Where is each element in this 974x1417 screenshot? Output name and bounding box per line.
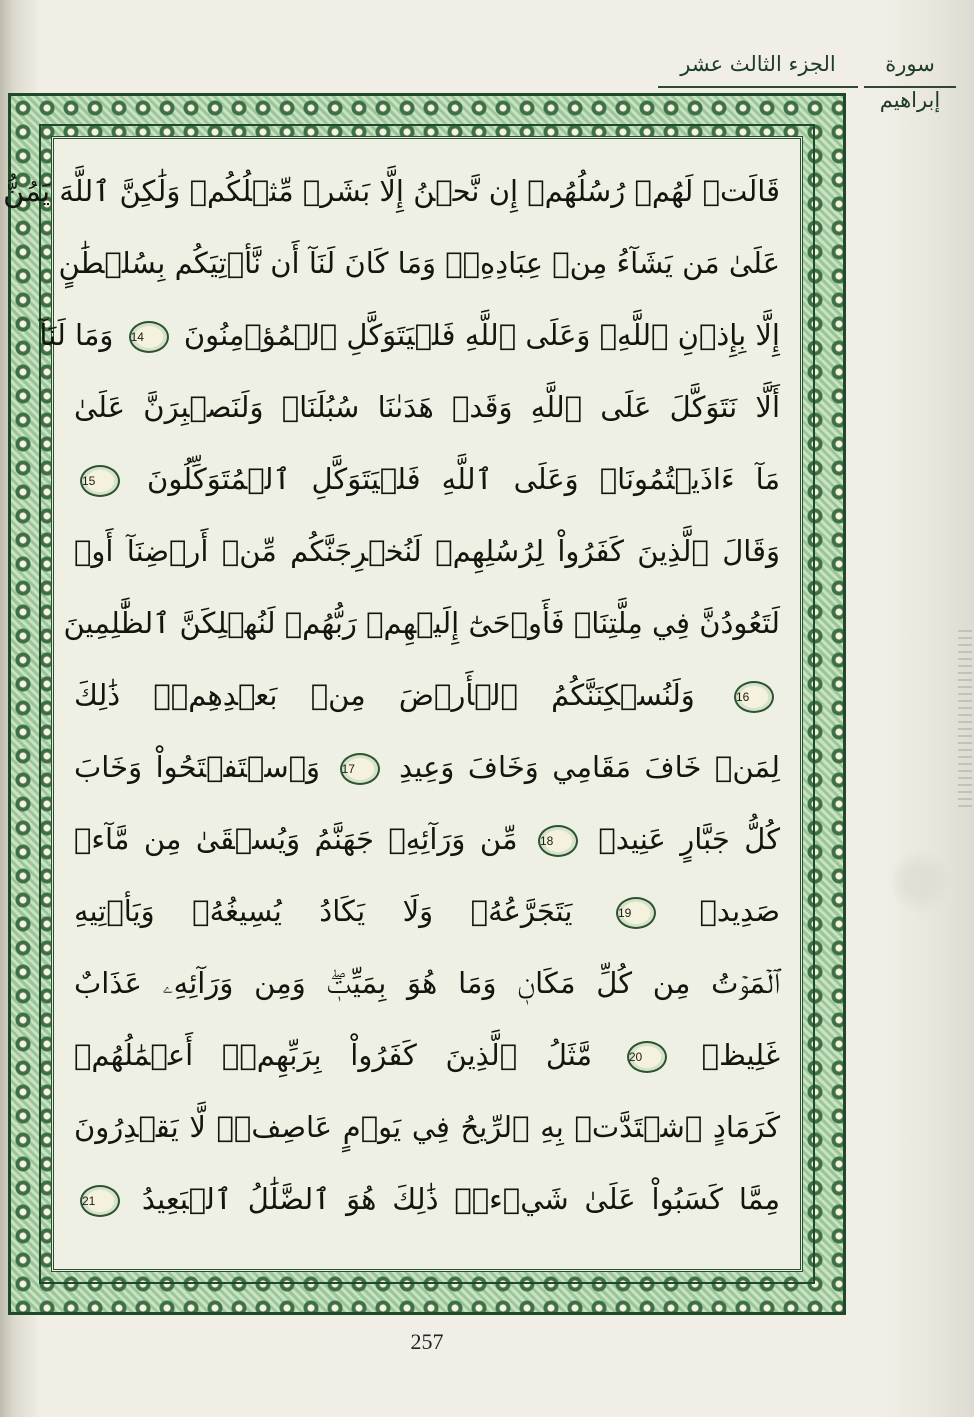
page-header bbox=[0, 42, 974, 112]
line-text: صَدِيدٖ bbox=[699, 894, 781, 928]
ayah-marker: 15 bbox=[80, 465, 120, 497]
ayah-marker: 14 bbox=[129, 321, 169, 353]
quran-line bbox=[74, 663, 780, 727]
quran-line bbox=[74, 1167, 780, 1231]
ayah-marker: 21 bbox=[80, 1185, 120, 1217]
line-text: غَلِيظٞ bbox=[701, 1038, 781, 1072]
quran-line bbox=[63, 591, 780, 655]
line-text: وَٱسۡتَفۡتَحُواْ وَخَابَ bbox=[74, 750, 321, 784]
quran-line bbox=[39, 303, 780, 367]
ayah-marker: 20 bbox=[627, 1041, 667, 1073]
quran-line bbox=[74, 375, 780, 439]
quran-line bbox=[58, 231, 780, 295]
line-text: وَقَالَ ٱلَّذِينَ كَفَرُواْ لِرُسُلِهِمۡ لَنُخۡرِجَنَّكُم مِّنۡ أَرۡضِنَآ أَوۡ bbox=[74, 534, 780, 568]
line-text: لَتَعُودُنَّ فِي مِلَّتِنَاۖ فَأَوۡحَىٰٓ إِلَيۡهِمۡ رَبُّهُمۡ لَنُهۡلِكَنَّ ٱلظَّٰلِمِينَ bbox=[63, 606, 780, 640]
line-text: وَمَا لَنَآ bbox=[39, 318, 114, 352]
line-text: يَتَجَرَّعُهُۥ وَلَا يَكَادُ يُسِيغُهُۥ وَيَأۡتِيهِ bbox=[74, 894, 573, 928]
quran-line bbox=[74, 1095, 780, 1159]
quran-line bbox=[74, 1023, 780, 1087]
quran-line bbox=[3, 159, 780, 223]
line-text: عَلَىٰ مَن يَشَآءُ مِنۡ عِبَادِهِۦۖ وَمَا كَانَ لَنَآ أَن نَّأۡتِيَكُم بِسُلۡطَٰنٍ bbox=[58, 246, 780, 280]
surah-title: سورة إبراهيم bbox=[864, 46, 956, 88]
line-text: إِلَّا بِإِذۡنِ ٱللَّهِۚ وَعَلَى ٱللَّهِ فَلۡيَتَوَكَّلِ ٱلۡمُؤۡمِنُونَ bbox=[183, 318, 780, 352]
line-text: مِمَّا كَسَبُواْ عَلَىٰ شَيۡءٖۚ ذَٰلِكَ هُوَ ٱلضَّلَٰلُ ٱلۡبَعِيدُ bbox=[141, 1182, 780, 1216]
ornamental-frame bbox=[3, 93, 846, 1315]
text-panel bbox=[3, 136, 803, 1272]
line-text: أَلَّا نَتَوَكَّلَ عَلَى ٱللَّهِ وَقَدۡ هَدَىٰنَا سُبُلَنَاۚ وَلَنَصۡبِرَنَّ عَلَىٰ bbox=[74, 390, 780, 424]
line-text: مِّن وَرَآئِهِۦ جَهَنَّمُ وَيُسۡقَىٰ مِن مَّآءٖ bbox=[74, 822, 518, 856]
line-text: مَّثَلُ ٱلَّذِينَ كَفَرُواْ بِرَبِّهِمۡۖ أَعۡمَٰلُهُمۡ bbox=[74, 1038, 593, 1072]
line-text: كَرَمَادٍ ٱشۡتَدَّتۡ بِهِ ٱلرِّيحُ فِي يَوۡمٍ عَاصِفٖۖ لَّا يَقۡدِرُونَ bbox=[74, 1110, 780, 1144]
page-number: 257 bbox=[410, 1329, 444, 1354]
quran-line bbox=[74, 447, 780, 511]
quran-line bbox=[74, 879, 780, 943]
quran-line bbox=[74, 735, 780, 799]
quran-line bbox=[74, 807, 780, 871]
line-text: مَآ ءَاذَيۡتُمُونَاۚ وَعَلَى ٱللَّهِ فَلۡيَتَوَكَّلِ ٱلۡمُتَوَكِّلُونَ bbox=[147, 462, 780, 496]
margin-bleed-through bbox=[958, 630, 972, 810]
quran-line bbox=[74, 951, 780, 1015]
margin-ornament-ghost bbox=[892, 846, 950, 918]
ayah-marker: 17 bbox=[340, 753, 380, 785]
line-text: كُلُّ جَبَّارٍ عَنِيدٖ bbox=[598, 822, 781, 856]
line-text: ٱلۡمَوۡتُ مِن كُلِّ مَكَانٖ وَمَا هُوَ بِمَيِّتٖۖ وَمِن وَرَآئِهِۦ عَذَابٌ bbox=[74, 966, 780, 1000]
quran-line bbox=[74, 519, 780, 583]
ayah-marker: 19 bbox=[616, 897, 656, 929]
line-text: وَلَنُسۡكِنَنَّكُمُ ٱلۡأَرۡضَ مِنۢ بَعۡدِهِمۡۚ ذَٰلِكَ bbox=[74, 678, 695, 712]
juz-title: الجزء الثالث عشر bbox=[658, 46, 858, 88]
line-text: لِمَنۡ خَافَ مَقَامِي وَخَافَ وَعِيدِ bbox=[399, 750, 780, 784]
ayah-marker: 16 bbox=[734, 681, 774, 713]
line-text: قَالَتۡ لَهُمۡ رُسُلُهُمۡ إِن نَّحۡنُ إِلَّا بَشَرٞ مِّثۡلُكُمۡ وَلَٰكِنَّ ٱللَّهَ يَمُنُّ bbox=[3, 174, 780, 208]
ayah-marker: 18 bbox=[538, 825, 578, 857]
